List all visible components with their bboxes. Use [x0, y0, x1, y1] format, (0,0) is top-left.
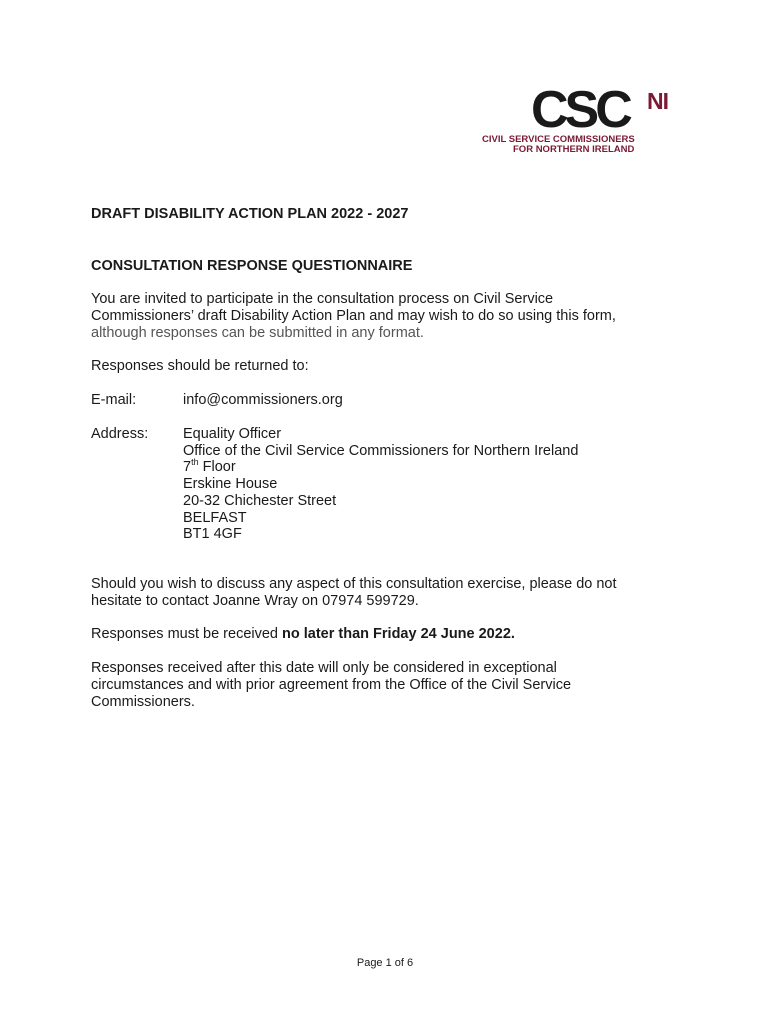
logo-ni-text: NI [647, 88, 668, 114]
address-label: Address: [91, 426, 149, 442]
page-number: Page 1 of 6 [356, 957, 414, 969]
intro-paragraph [91, 291, 691, 342]
deadline-prefix: Responses must be received [91, 626, 283, 642]
late-response-paragraph [91, 660, 691, 711]
contact-line: Should you wish to discuss any aspect of this consultation exercise, please do not [91, 576, 617, 592]
document-title: DRAFT DISABILITY ACTION PLAN 2022 - 2027 [91, 206, 409, 222]
late-line: Commissioners. [91, 694, 195, 710]
contact-paragraph [91, 576, 691, 610]
intro-line: although responses can be submitted in any format. [91, 325, 424, 341]
email-value: info@commissioners.org [183, 392, 343, 408]
intro-line: Commissioners’ draft Disability Action Plan and may wish to do so using this form, [91, 308, 616, 324]
address-line [183, 459, 578, 476]
address-line: 20-32 Chichester Street [183, 492, 337, 509]
address-block [183, 426, 578, 543]
address-line: Office of the Civil Service Commissioners for Northern Ireland [183, 442, 579, 459]
floor-word: Floor [198, 459, 236, 476]
address-line: Equality Officer [183, 426, 282, 442]
logo-subtitle-line2: FOR NORTHERN IRELAND [513, 144, 635, 155]
late-line: Responses received after this date will only be considered in exceptional [91, 660, 557, 676]
logo-subtitle-line1: CIVIL SERVICE COMMISSIONERS [482, 134, 635, 145]
email-label: E-mail: [91, 392, 137, 408]
floor-ordinal: th [191, 457, 199, 468]
deadline-paragraph [91, 626, 691, 643]
floor-number: 7 [183, 459, 192, 476]
return-instruction: Responses should be returned to: [91, 358, 309, 374]
address-line: BELFAST [183, 509, 247, 526]
csc-ni-logo [480, 81, 690, 164]
late-line: circumstances and with prior agreement from the Office of the Civil Service [91, 677, 572, 693]
document-subtitle: CONSULTATION RESPONSE QUESTIONNAIRE [91, 258, 413, 274]
address-line: Erskine House [183, 476, 278, 493]
deadline-date: no later than Friday 24 June 2022. [282, 626, 515, 642]
contact-line: hesitate to contact Joanne Wray on 07974 599729. [91, 593, 419, 609]
logo-csc-text: CSC [531, 81, 629, 139]
intro-line: You are invited to participate in the consultation process on Civil Service [91, 291, 554, 307]
address-line: BT1 4GF [183, 526, 242, 543]
